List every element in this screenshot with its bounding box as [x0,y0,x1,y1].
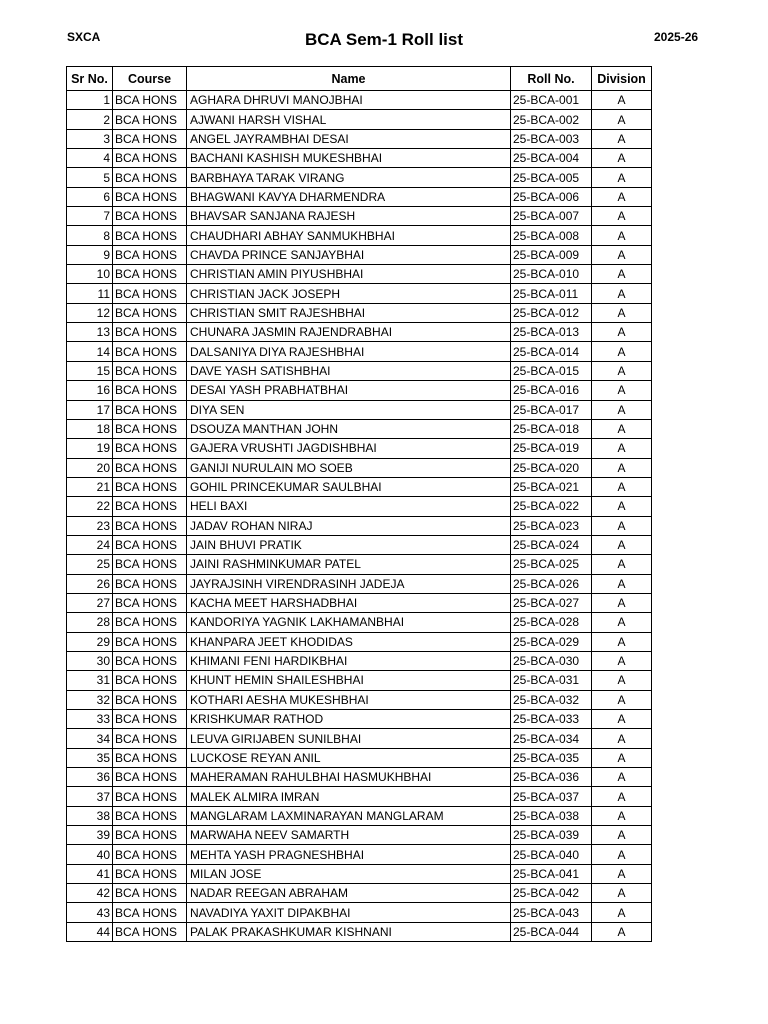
cell-division: A [592,284,652,303]
cell-division: A [592,400,652,419]
cell-division: A [592,593,652,612]
cell-name: JAINI RASHMINKUMAR PATEL [187,555,511,574]
cell-course: BCA HONS [113,419,187,438]
cell-name: KOTHARI AESHA MUKESHBHAI [187,690,511,709]
cell-sr-no: 13 [67,323,113,342]
cell-name: JAIN BHUVI PRATIK [187,535,511,554]
cell-course: BCA HONS [113,884,187,903]
cell-roll-no: 25-BCA-009 [511,245,592,264]
table-row [67,864,652,883]
table-row [67,671,652,690]
cell-division: A [592,632,652,651]
cell-course: BCA HONS [113,516,187,535]
column-header-division: Division [592,67,652,91]
table-row [67,516,652,535]
cell-course: BCA HONS [113,535,187,554]
table-row [67,361,652,380]
cell-division: A [592,497,652,516]
cell-sr-no: 21 [67,477,113,496]
table-header-row [67,67,652,91]
cell-division: A [592,303,652,322]
cell-course: BCA HONS [113,651,187,670]
table-row [67,458,652,477]
cell-division: A [592,168,652,187]
cell-course: BCA HONS [113,303,187,322]
cell-name: CHRISTIAN SMIT RAJESHBHAI [187,303,511,322]
cell-division: A [592,245,652,264]
cell-division: A [592,729,652,748]
table-row [67,419,652,438]
table-row [67,129,652,148]
cell-sr-no: 42 [67,884,113,903]
cell-roll-no: 25-BCA-005 [511,168,592,187]
table-row [67,632,652,651]
cell-sr-no: 11 [67,284,113,303]
cell-course: BCA HONS [113,555,187,574]
cell-division: A [592,864,652,883]
cell-course: BCA HONS [113,439,187,458]
cell-course: BCA HONS [113,226,187,245]
cell-roll-no: 25-BCA-042 [511,884,592,903]
cell-division: A [592,226,652,245]
cell-name: CHUNARA JASMIN RAJENDRABHAI [187,323,511,342]
cell-division: A [592,419,652,438]
cell-sr-no: 35 [67,748,113,767]
cell-sr-no: 15 [67,361,113,380]
column-header-sr-no: Sr No. [67,67,113,91]
cell-course: BCA HONS [113,864,187,883]
cell-name: JAYRAJSINH VIRENDRASINH JADEJA [187,574,511,593]
cell-course: BCA HONS [113,361,187,380]
cell-name: BHAGWANI KAVYA DHARMENDRA [187,187,511,206]
table-row [67,265,652,284]
cell-division: A [592,922,652,941]
cell-sr-no: 23 [67,516,113,535]
cell-roll-no: 25-BCA-020 [511,458,592,477]
cell-roll-no: 25-BCA-028 [511,613,592,632]
cell-sr-no: 34 [67,729,113,748]
cell-course: BCA HONS [113,574,187,593]
cell-roll-no: 25-BCA-003 [511,129,592,148]
cell-division: A [592,613,652,632]
cell-division: A [592,690,652,709]
cell-roll-no: 25-BCA-010 [511,265,592,284]
table-row [67,477,652,496]
cell-roll-no: 25-BCA-027 [511,593,592,612]
cell-name: MILAN JOSE [187,864,511,883]
cell-roll-no: 25-BCA-001 [511,91,592,110]
cell-division: A [592,129,652,148]
cell-roll-no: 25-BCA-038 [511,806,592,825]
cell-name: AJWANI HARSH VISHAL [187,110,511,129]
cell-roll-no: 25-BCA-004 [511,149,592,168]
cell-division: A [592,748,652,767]
cell-sr-no: 30 [67,651,113,670]
cell-division: A [592,323,652,342]
cell-roll-no: 25-BCA-039 [511,826,592,845]
table-row [67,207,652,226]
cell-sr-no: 33 [67,710,113,729]
cell-course: BCA HONS [113,477,187,496]
cell-sr-no: 28 [67,613,113,632]
cell-sr-no: 4 [67,149,113,168]
cell-roll-no: 25-BCA-043 [511,903,592,922]
cell-sr-no: 6 [67,187,113,206]
cell-name: KANDORIYA YAGNIK LAKHAMANBHAI [187,613,511,632]
cell-sr-no: 7 [67,207,113,226]
cell-course: BCA HONS [113,826,187,845]
cell-name: DESAI YASH PRABHATBHAI [187,381,511,400]
cell-course: BCA HONS [113,729,187,748]
cell-sr-no: 8 [67,226,113,245]
cell-course: BCA HONS [113,845,187,864]
cell-name: MANGLARAM LAXMINARAYAN MANGLARAM [187,806,511,825]
cell-roll-no: 25-BCA-014 [511,342,592,361]
cell-course: BCA HONS [113,903,187,922]
institute-code: SXCA [67,30,101,44]
cell-roll-no: 25-BCA-025 [511,555,592,574]
cell-sr-no: 24 [67,535,113,554]
cell-roll-no: 25-BCA-041 [511,864,592,883]
cell-division: A [592,516,652,535]
cell-course: BCA HONS [113,787,187,806]
column-header-name: Name [187,67,511,91]
cell-roll-no: 25-BCA-011 [511,284,592,303]
cell-sr-no: 1 [67,91,113,110]
cell-name: KHIMANI FENI HARDIKBHAI [187,651,511,670]
cell-course: BCA HONS [113,381,187,400]
cell-sr-no: 22 [67,497,113,516]
cell-sr-no: 26 [67,574,113,593]
cell-roll-no: 25-BCA-040 [511,845,592,864]
cell-sr-no: 25 [67,555,113,574]
cell-division: A [592,110,652,129]
table-row [67,245,652,264]
cell-name: DIYA SEN [187,400,511,419]
cell-sr-no: 5 [67,168,113,187]
cell-sr-no: 31 [67,671,113,690]
table-row [67,110,652,129]
cell-name: KHANPARA JEET KHODIDAS [187,632,511,651]
cell-roll-no: 25-BCA-023 [511,516,592,535]
cell-name: AGHARA DHRUVI MANOJBHAI [187,91,511,110]
cell-sr-no: 20 [67,458,113,477]
cell-roll-no: 25-BCA-026 [511,574,592,593]
table-row [67,381,652,400]
table-row [67,284,652,303]
cell-sr-no: 29 [67,632,113,651]
cell-name: NADAR REEGAN ABRAHAM [187,884,511,903]
page-title: BCA Sem-1 Roll list [304,30,464,49]
table-row [67,922,652,941]
cell-course: BCA HONS [113,91,187,110]
cell-division: A [592,361,652,380]
table-row [67,748,652,767]
cell-roll-no: 25-BCA-022 [511,497,592,516]
cell-sr-no: 17 [67,400,113,419]
cell-roll-no: 25-BCA-006 [511,187,592,206]
cell-sr-no: 43 [67,903,113,922]
cell-roll-no: 25-BCA-035 [511,748,592,767]
cell-division: A [592,671,652,690]
cell-division: A [592,149,652,168]
cell-sr-no: 14 [67,342,113,361]
cell-roll-no: 25-BCA-015 [511,361,592,380]
cell-name: LUCKOSE REYAN ANIL [187,748,511,767]
cell-name: GAJERA VRUSHTI JAGDISHBHAI [187,439,511,458]
cell-division: A [592,710,652,729]
cell-division: A [592,439,652,458]
cell-sr-no: 32 [67,690,113,709]
cell-course: BCA HONS [113,632,187,651]
cell-sr-no: 27 [67,593,113,612]
cell-roll-no: 25-BCA-007 [511,207,592,226]
cell-name: DSOUZA MANTHAN JOHN [187,419,511,438]
cell-division: A [592,91,652,110]
cell-sr-no: 39 [67,826,113,845]
cell-name: GANIJI NURULAIN MO SOEB [187,458,511,477]
cell-division: A [592,768,652,787]
cell-division: A [592,806,652,825]
table-row [67,555,652,574]
cell-course: BCA HONS [113,265,187,284]
cell-course: BCA HONS [113,768,187,787]
cell-course: BCA HONS [113,187,187,206]
cell-name: BACHANI KASHISH MUKESHBHAI [187,149,511,168]
cell-division: A [592,265,652,284]
table-row [67,149,652,168]
table-row [67,651,652,670]
cell-course: BCA HONS [113,323,187,342]
table-row [67,226,652,245]
cell-name: DAVE YASH SATISHBHAI [187,361,511,380]
cell-roll-no: 25-BCA-036 [511,768,592,787]
cell-course: BCA HONS [113,671,187,690]
cell-sr-no: 10 [67,265,113,284]
table-row [67,884,652,903]
table-row [67,729,652,748]
cell-roll-no: 25-BCA-032 [511,690,592,709]
cell-name: NAVADIYA YAXIT DIPAKBHAI [187,903,511,922]
cell-division: A [592,187,652,206]
table-row [67,187,652,206]
table-row [67,593,652,612]
table-row [67,342,652,361]
cell-sr-no: 3 [67,129,113,148]
column-header-course: Course [113,67,187,91]
cell-sr-no: 36 [67,768,113,787]
cell-sr-no: 12 [67,303,113,322]
cell-course: BCA HONS [113,284,187,303]
cell-course: BCA HONS [113,806,187,825]
cell-division: A [592,535,652,554]
cell-division: A [592,787,652,806]
table-row [67,439,652,458]
cell-roll-no: 25-BCA-016 [511,381,592,400]
cell-course: BCA HONS [113,207,187,226]
cell-sr-no: 19 [67,439,113,458]
column-header-roll-no: Roll No. [511,67,592,91]
cell-name: CHAVDA PRINCE SANJAYBHAI [187,245,511,264]
table-row [67,535,652,554]
cell-course: BCA HONS [113,613,187,632]
cell-name: KACHA MEET HARSHADBHAI [187,593,511,612]
cell-roll-no: 25-BCA-018 [511,419,592,438]
table-row [67,613,652,632]
cell-name: MAHERAMAN RAHULBHAI HASMUKHBHAI [187,768,511,787]
table-row [67,845,652,864]
cell-name: GOHIL PRINCEKUMAR SAULBHAI [187,477,511,496]
cell-sr-no: 40 [67,845,113,864]
academic-year: 2025-26 [654,30,699,44]
table-row [67,323,652,342]
cell-name: MALEK ALMIRA IMRAN [187,787,511,806]
cell-course: BCA HONS [113,458,187,477]
cell-course: BCA HONS [113,690,187,709]
cell-sr-no: 41 [67,864,113,883]
cell-course: BCA HONS [113,129,187,148]
cell-name: CHRISTIAN AMIN PIYUSHBHAI [187,265,511,284]
cell-division: A [592,903,652,922]
cell-name: PALAK PRAKASHKUMAR KISHNANI [187,922,511,941]
cell-sr-no: 2 [67,110,113,129]
cell-course: BCA HONS [113,342,187,361]
cell-course: BCA HONS [113,922,187,941]
cell-roll-no: 25-BCA-024 [511,535,592,554]
cell-course: BCA HONS [113,593,187,612]
cell-division: A [592,342,652,361]
roll-list-table [66,66,652,942]
cell-course: BCA HONS [113,400,187,419]
cell-name: KHUNT HEMIN SHAILESHBHAI [187,671,511,690]
cell-course: BCA HONS [113,110,187,129]
table-row [67,168,652,187]
cell-roll-no: 25-BCA-030 [511,651,592,670]
table-row [67,91,652,110]
cell-name: KRISHKUMAR RATHOD [187,710,511,729]
cell-roll-no: 25-BCA-017 [511,400,592,419]
table-row [67,903,652,922]
table-row [67,497,652,516]
cell-name: CHRISTIAN JACK JOSEPH [187,284,511,303]
cell-name: HELI BAXI [187,497,511,516]
cell-name: MARWAHA NEEV SAMARTH [187,826,511,845]
cell-sr-no: 9 [67,245,113,264]
cell-sr-no: 38 [67,806,113,825]
cell-course: BCA HONS [113,748,187,767]
cell-sr-no: 44 [67,922,113,941]
cell-division: A [592,826,652,845]
table-row [67,806,652,825]
cell-roll-no: 25-BCA-019 [511,439,592,458]
cell-roll-no: 25-BCA-008 [511,226,592,245]
table-row [67,574,652,593]
cell-division: A [592,884,652,903]
table-row [67,768,652,787]
cell-roll-no: 25-BCA-029 [511,632,592,651]
cell-course: BCA HONS [113,149,187,168]
table-row [67,303,652,322]
cell-name: BHAVSAR SANJANA RAJESH [187,207,511,226]
cell-division: A [592,574,652,593]
cell-name: DALSANIYA DIYA RAJESHBHAI [187,342,511,361]
cell-division: A [592,477,652,496]
cell-division: A [592,651,652,670]
cell-division: A [592,207,652,226]
table-row [67,787,652,806]
table-row [67,690,652,709]
table-row [67,710,652,729]
cell-division: A [592,555,652,574]
cell-name: ANGEL JAYRAMBHAI DESAI [187,129,511,148]
cell-name: MEHTA YASH PRAGNESHBHAI [187,845,511,864]
cell-sr-no: 18 [67,419,113,438]
table-row [67,826,652,845]
cell-division: A [592,845,652,864]
cell-division: A [592,381,652,400]
cell-roll-no: 25-BCA-037 [511,787,592,806]
cell-sr-no: 37 [67,787,113,806]
cell-sr-no: 16 [67,381,113,400]
cell-name: CHAUDHARI ABHAY SANMUKHBHAI [187,226,511,245]
cell-roll-no: 25-BCA-021 [511,477,592,496]
cell-name: LEUVA GIRIJABEN SUNILBHAI [187,729,511,748]
cell-roll-no: 25-BCA-002 [511,110,592,129]
cell-name: JADAV ROHAN NIRAJ [187,516,511,535]
cell-roll-no: 25-BCA-013 [511,323,592,342]
cell-course: BCA HONS [113,710,187,729]
table-body [67,91,652,942]
table-row [67,400,652,419]
cell-course: BCA HONS [113,245,187,264]
cell-division: A [592,458,652,477]
cell-course: BCA HONS [113,497,187,516]
cell-roll-no: 25-BCA-034 [511,729,592,748]
cell-roll-no: 25-BCA-031 [511,671,592,690]
cell-roll-no: 25-BCA-012 [511,303,592,322]
cell-roll-no: 25-BCA-033 [511,710,592,729]
cell-roll-no: 25-BCA-044 [511,922,592,941]
cell-name: BARBHAYA TARAK VIRANG [187,168,511,187]
cell-course: BCA HONS [113,168,187,187]
